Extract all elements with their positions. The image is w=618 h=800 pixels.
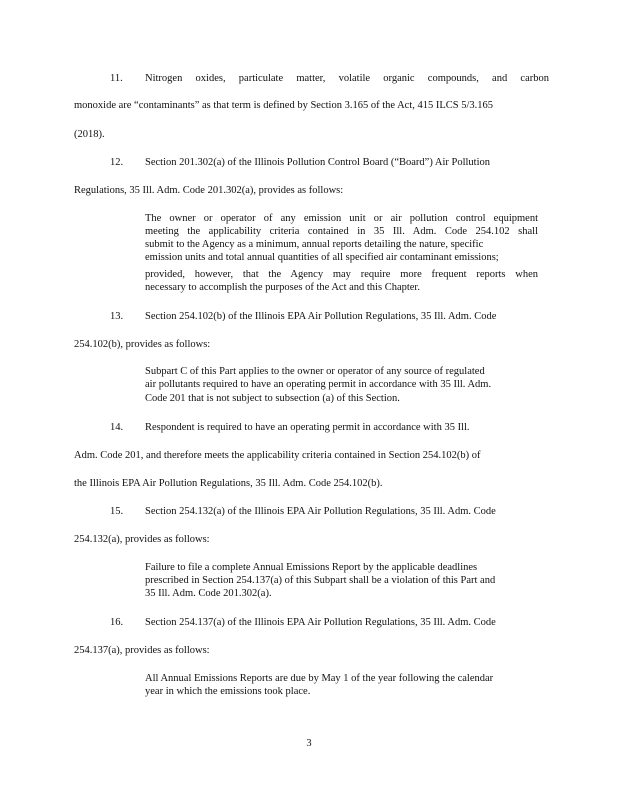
block-quote-line: submit to the Agency as a minimum, annual reports detailing the nature, specific xyxy=(145,239,484,250)
block-quote-line: All Annual Emissions Reports are due by May 1 of the year following the calendar xyxy=(145,673,494,684)
block-quote-line: provided, however, that the Agency may require more frequent reports when xyxy=(145,269,538,280)
block-quote-line: Code 201 that is not subject to subsection (a) of this Section. xyxy=(145,393,400,404)
paragraph-text: Regulations, 35 Ill. Adm. Code 201.302(a), provides as follows: xyxy=(74,185,344,196)
paragraph-number: 14. xyxy=(110,422,124,433)
paragraph-text: Nitrogen oxides, particulate matter, volatile organic compounds, and carbon xyxy=(145,73,549,84)
block-quote-line: 35 Ill. Adm. Code 201.302(a). xyxy=(145,588,272,599)
paragraph-text: Section 254.132(a) of the Illinois EPA Air Pollution Regulations, 35 Ill. Adm. Code xyxy=(145,506,496,517)
paragraph-number: 16. xyxy=(110,617,124,628)
paragraph-text: 254.102(b), provides as follows: xyxy=(74,339,211,350)
paragraph-text: (2018). xyxy=(74,129,105,140)
paragraph-text: monoxide are “contaminants” as that term is defined by Section 3.165 of the Act, 415 ILCS 5/3.165 xyxy=(74,100,494,111)
paragraph-number: 11. xyxy=(110,73,123,84)
block-quote-line: emission units and total annual quantities of all specified air contaminant emissions; xyxy=(145,252,499,263)
block-quote-line: Subpart C of this Part applies to the owner or operator of any source of regulated xyxy=(145,366,485,377)
block-quote-line: year in which the emissions took place. xyxy=(145,686,311,697)
paragraph-text: the Illinois EPA Air Pollution Regulations, 35 Ill. Adm. Code 254.102(b). xyxy=(74,478,383,489)
paragraph-number: 15. xyxy=(110,506,124,517)
block-quote-line: necessary to accomplish the purposes of the Act and this Chapter. xyxy=(145,282,420,293)
paragraph-text: 254.132(a), provides as follows: xyxy=(74,534,210,545)
paragraph-text: Respondent is required to have an operating permit in accordance with 35 Ill. xyxy=(145,422,470,433)
paragraph-number: 13. xyxy=(110,311,124,322)
paragraph-text: Adm. Code 201, and therefore meets the applicability criteria contained in Section 254.102(b) of xyxy=(74,450,481,461)
block-quote-line: prescribed in Section 254.137(a) of this Subpart shall be a violation of this Part and xyxy=(145,575,496,586)
block-quote-line: meeting the applicability criteria contained in 35 Ill. Adm. Code 254.102 shall xyxy=(145,226,538,237)
paragraph-text: Section 254.102(b) of the Illinois EPA Air Pollution Regulations, 35 Ill. Adm. Code xyxy=(145,311,497,322)
block-quote-line: air pollutants required to have an operating permit in accordance with 35 Ill. Adm. xyxy=(145,379,492,390)
paragraph-text: Section 254.137(a) of the Illinois EPA Air Pollution Regulations, 35 Ill. Adm. Code xyxy=(145,617,496,628)
block-quote-line: Failure to file a complete Annual Emissions Report by the applicable deadlines xyxy=(145,562,478,573)
paragraph-text: Section 201.302(a) of the Illinois Pollution Control Board (“Board”) Air Pollution xyxy=(145,157,491,168)
block-quote-line: The owner or operator of any emission unit or air pollution control equipment xyxy=(145,213,538,224)
page-number: 3 xyxy=(306,738,312,749)
paragraph-text: 254.137(a), provides as follows: xyxy=(74,645,210,656)
paragraph-number: 12. xyxy=(110,157,124,168)
